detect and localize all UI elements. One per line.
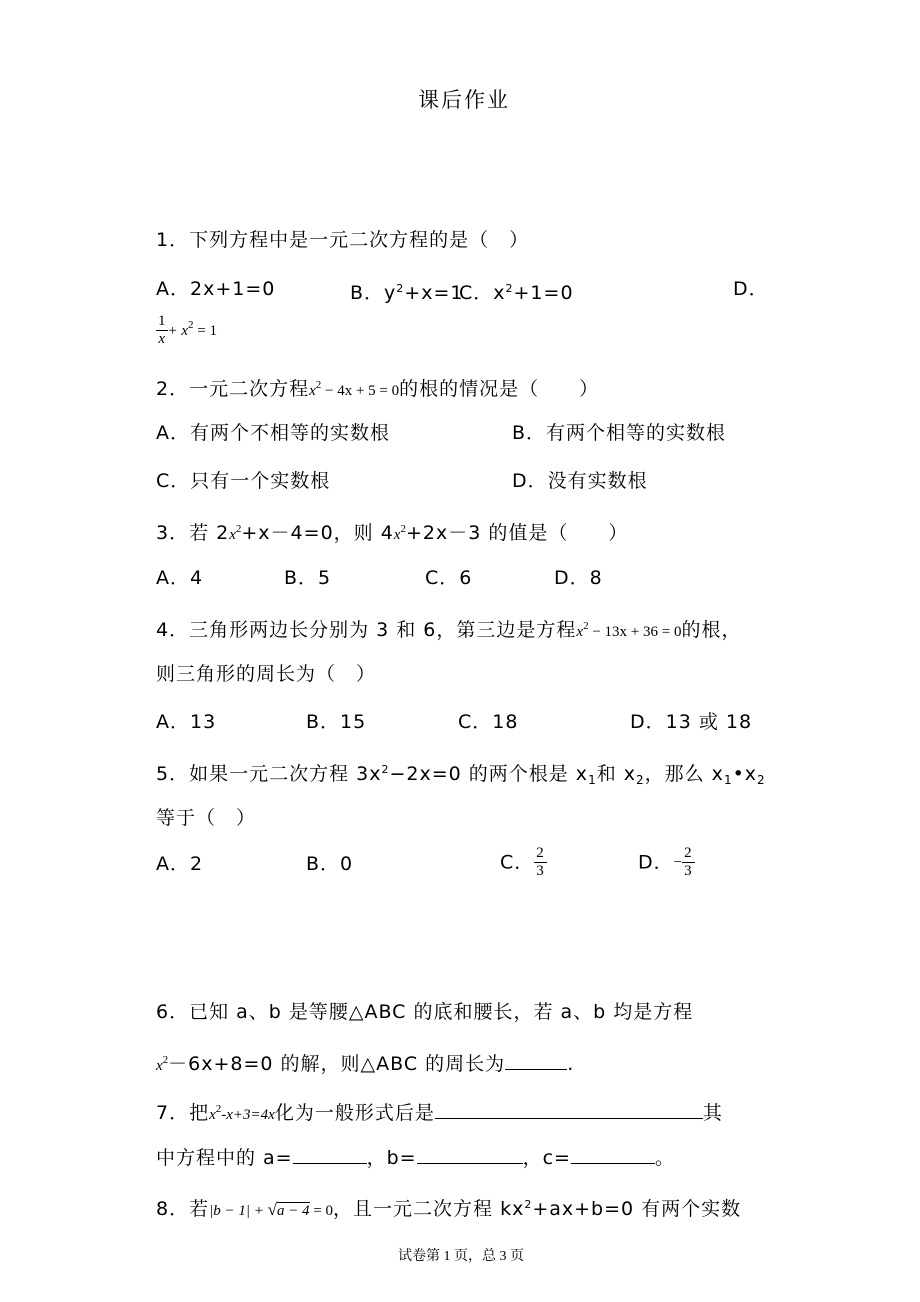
question-1-stem: 1．下列方程中是一元二次方程的是（ ）	[156, 229, 530, 251]
question-6-stem: 6．已知 a、b 是等腰△ABC 的底和腰长，若 a、b 均是方程	[156, 1001, 694, 1023]
question-3-option-d: D．8	[554, 567, 603, 589]
coefficient-a-blank[interactable]	[293, 1145, 367, 1164]
question-4-stem: 4．三角形两边长分别为 3 和 6，第三边是方程$x^2 - 13x + 36 = 0$的根，	[156, 619, 742, 641]
question-4-option-d: D．13 或 18	[630, 711, 753, 733]
general-form-blank[interactable]	[435, 1100, 703, 1119]
question-4-option-b: B．15	[306, 711, 367, 733]
coefficient-c-blank[interactable]	[571, 1145, 655, 1164]
question-1-option-d-label: D．	[733, 278, 769, 300]
question-5-option-b: B．0	[306, 853, 354, 875]
question-8-stem: 8．若|b − 1| + √a − 4 = 0，且一元二次方程 $kx^2+ax+b=0$ 有两个实数	[156, 1198, 742, 1220]
question-4-option-c: C．18	[458, 711, 519, 733]
answer-blank[interactable]	[505, 1051, 567, 1070]
question-7-stem: 7．把$x^2-x+3=4x$化为一般形式后是 其	[156, 1102, 723, 1124]
question-3-option-b: B．5	[284, 567, 332, 589]
question-6-stem-line2: $x^2-6x+8=0$ 的解，则△ABC 的周长为 .	[156, 1053, 575, 1075]
question-1-option-a: A．2x+1=0	[156, 278, 276, 300]
question-1-option-d-formula: $\frac{1}{x}$ + $x^2 = 1$	[158, 313, 217, 347]
question-5-option-a: A．2	[156, 853, 204, 875]
question-5-option-c: C． $\frac{2}{3}$	[500, 845, 545, 879]
question-1-option-c: C．$x^2+1=0$	[459, 282, 574, 304]
question-3-option-a: A．4	[156, 567, 204, 589]
question-4-stem-line2: 则三角形的周长为（ ）	[156, 663, 377, 685]
question-1-option-b: B．$y^2+x=1$	[350, 282, 464, 304]
question-4-option-a: A．13	[156, 711, 217, 733]
question-2-option-c: C．只有一个实数根	[156, 470, 331, 492]
question-3-option-c: C．6	[425, 567, 473, 589]
question-3-stem: 3．若 $2x^2+x-4=0$，则 $4x^2+2x-3$ 的值是（ ）	[156, 522, 629, 544]
question-5-stem: 5．如果一元二次方程 $3x^2-2x=0$ 的两个根是 $x_1$和 $x_2$，那么 $x_1•x_2$	[156, 763, 766, 787]
question-2-option-b: B．有两个相等的实数根	[512, 422, 727, 444]
coefficient-b-blank[interactable]	[417, 1145, 523, 1164]
question-5-option-d: D．− $\frac{2}{3}$	[638, 845, 693, 879]
question-2-option-a: A．有两个不相等的实数根	[156, 422, 390, 444]
page-title: 课后作业	[418, 88, 510, 112]
question-5-stem-line2: 等于（ ）	[156, 807, 257, 829]
question-2-stem: 2．一元二次方程$x^2 - 4x + 5 = 0$的根的情况是（ ）	[156, 378, 600, 400]
page-footer: 试卷第 1 页，总 3 页	[398, 1249, 524, 1264]
question-7-stem-line2: 中方程中的 a= ，b= ，c= 。	[156, 1147, 675, 1169]
question-2-option-d: D．没有实数根	[512, 470, 648, 492]
